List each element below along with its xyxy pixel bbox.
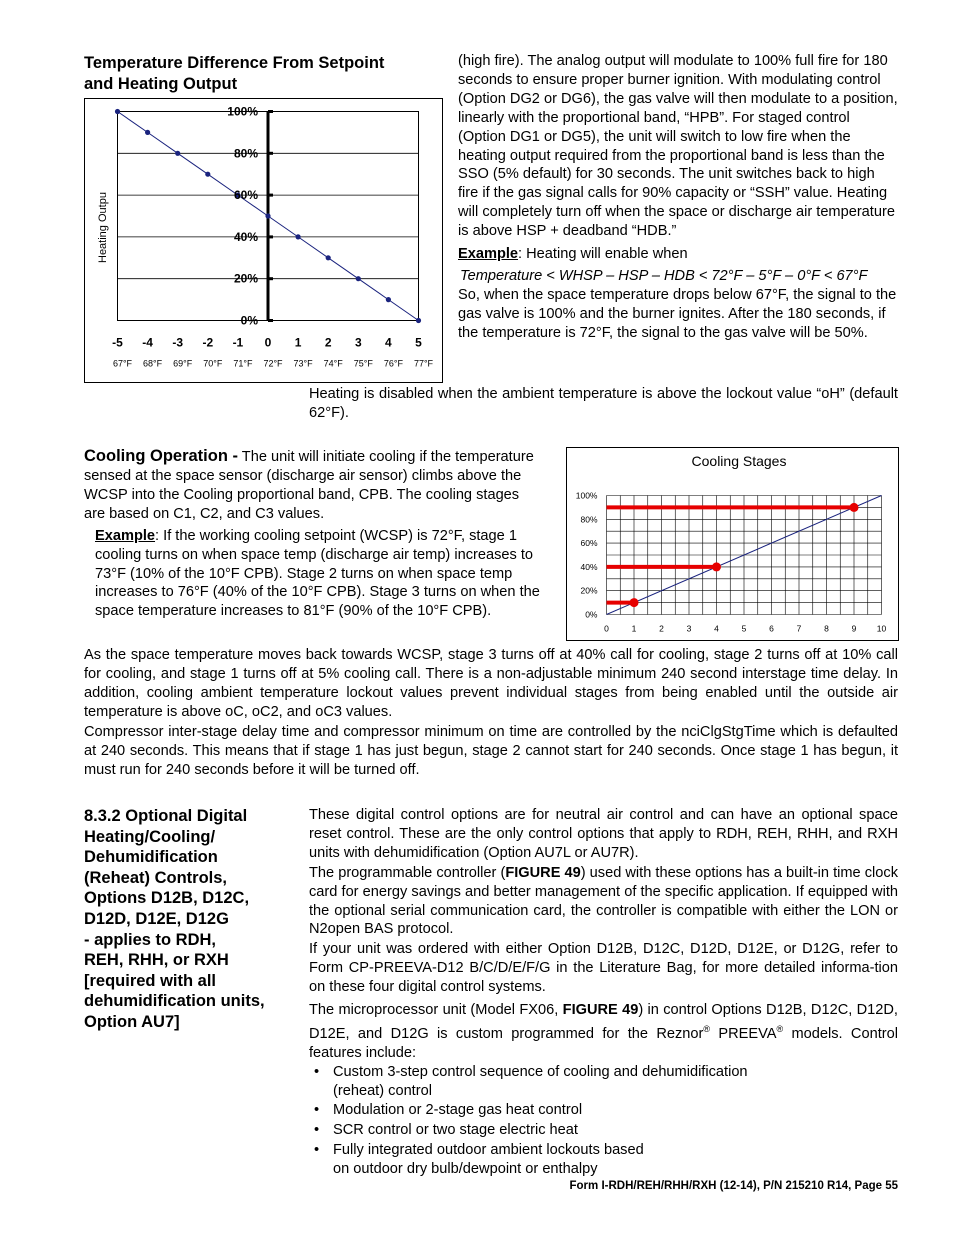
chart1-x-tick-label: 2 (324, 335, 332, 350)
cooling-intro-text: The unit will initiate cooling if the temperature sensed at the space sensor (discharge air sensor) climbs above the WCSP into the Cooling proportional band, CPB. The cooling stages are based on C1, C2, and C3 values. (84, 449, 534, 522)
registered-mark: ® (703, 1023, 711, 1034)
section-heading (84, 806, 294, 1033)
section-p2-text: The programmable controller ( (309, 864, 506, 881)
chart2-stage-point (712, 562, 721, 571)
chart1-y-tick-label: 80% (233, 146, 258, 161)
chart2-x-tick-label: 5 (741, 623, 747, 634)
chart2-y-tick-label: 60% (580, 538, 598, 549)
heating-example-label: Example (458, 246, 519, 263)
feature-line: on outdoor dry bulb/dewpoint or enthalpy (333, 1161, 598, 1178)
chart1-temp-label: 75°F (353, 358, 373, 369)
chart2-x-tick-label: 6 (769, 623, 774, 634)
section-heading-line: Heating/Cooling/ (84, 827, 216, 846)
chart2-y-tick-label: 0% (585, 609, 598, 620)
cooling-example (84, 527, 542, 622)
chart2-x-tick-label: 9 (851, 623, 857, 634)
chart2-y-tick-label: 80% (580, 514, 598, 525)
heating-output-chart (84, 98, 443, 383)
chart1-temp-label: 72°F (263, 358, 283, 369)
figure-49-ref: FIGURE 49 (505, 864, 581, 881)
section-p3: If your unit was ordered with either Option D12B, D12C, D12D, D12E, or D12G, refer to Form CP-PREEVA-D12 B/C/D/E/F/G in the Literature Bag, for more detailed informa-tion on these four digital control systems. (309, 941, 898, 996)
section-heading-line: Option AU7] (84, 1012, 180, 1031)
section-body (309, 806, 898, 1180)
chart2-y-tick-label: 20% (580, 585, 598, 596)
chart1-temp-label: 74°F (323, 358, 343, 369)
chart1-y-tick-label: 40% (233, 229, 258, 244)
section-p2-text: ) used with these options has a built-in time clock card for energy savings and better management of the specific application. If equipped with the optional serial communication card, the controller is compatible with either the LON or N2open BAS protocol. (309, 864, 898, 938)
section-p1: These digital control options are for neutral air control and can have an optional space reset control. These are the only control options that apply to RDH, REH, RHH, and RXH units with dehumidification (Option AU7L or AU7R). (309, 807, 898, 861)
chart1-title (84, 53, 424, 95)
section-p4-text: PREEVA (710, 1025, 777, 1042)
chart1-point (416, 318, 421, 323)
chart1-x-tick-label: 1 (294, 335, 302, 350)
section-heading-line: Options D12B, D12C, (84, 889, 250, 908)
chart1-title-line1: Temperature Difference From Setpoint (84, 54, 385, 72)
section-heading-line: [required with all (84, 971, 217, 990)
chart1-x-tick-label: -2 (202, 335, 214, 350)
chart1-temp-labels (113, 359, 434, 369)
features-list (309, 1063, 898, 1179)
chart1-x-tick-label: 5 (415, 335, 422, 350)
right-para2: So, when the space temperature drops below 67°F, the signal to the gas valve is 100% and the burner ignites. After the 180 seconds, if the temperature is 72°F, the signal to the gas valve will be 50%. (458, 286, 897, 341)
feature-line: SCR control or two stage electric heat (333, 1122, 578, 1139)
chart2-y-tick-label: 100% (575, 490, 598, 501)
chart2-x-tick-label: 3 (686, 623, 692, 634)
registered-mark: ® (776, 1023, 784, 1034)
compressor-para: Compressor inter-stage delay time and compressor minimum on time are controlled by the nciClgStgTime which is defaulted at 240 seconds. This means that if stage 1 has just begun, stage 2 cannot start for 240 seconds. Once stage 1 has begun, it must run for 240 seconds before it will be turned off. (84, 724, 898, 778)
feature-item (309, 1101, 898, 1120)
chart1-x-tick-label: -3 (172, 335, 184, 350)
chart1-temp-label: 76°F (383, 358, 403, 369)
chart2-title: Cooling Stages (691, 453, 787, 469)
chart1-title-line2: and Heating Output (84, 75, 238, 93)
heating-example (458, 245, 898, 264)
chart1-x-tick-label: 4 (385, 335, 392, 350)
chart1-y-axis-label: Heating Outpu (97, 192, 109, 263)
chart1-point (205, 172, 210, 177)
chart1-point (356, 276, 361, 281)
page-footer: Form I-RDH/REH/RHH/RXH (12-14), P/N 215210 R14, Page 55 (569, 1180, 898, 1192)
chart1-x-tick-label: 0 (264, 335, 272, 350)
chart1-x-tick-label: -1 (232, 335, 244, 350)
right-para1: (high fire). The analog output will modulate to 100% full fire for 180 seconds to ensure proper burner ignition. With modulating control (Option DG2 or DG6), the gas valve will then modulate to a position, linearly with the proportional band, “HPB”. For staged control (Option DG1 or DG5), the unit will switch to low fire when the heating output required from the proportional band is less than the SSO (5% default) for 30 seconds. The unit switches back to high fire if the gas signal calls for 90% capacity or “SSH” value. Heating will completely turn off when the space or discharge air temperature is above HSP + deadband “HDB.” (458, 53, 898, 240)
chart1-temp-label: 71°F (233, 358, 253, 369)
section-heading-line: 8.3.2 Optional Digital (84, 807, 248, 825)
chart1-point (145, 130, 150, 135)
section-p4-text: The microprocessor unit (Model FX06, (309, 1002, 563, 1019)
section-heading-line: D12D, D12E, D12G (84, 909, 229, 928)
section-heading-line: Dehumidification (84, 848, 218, 867)
chart1-y-tick-label: 20% (233, 271, 258, 286)
chart2-x-tick-label: 0 (604, 623, 609, 634)
section-p4 (309, 1001, 898, 1063)
cooling-stages-chart (566, 447, 899, 641)
feature-item (309, 1063, 898, 1101)
cooling-heading: Cooling Operation - (84, 447, 238, 465)
chart1-point (115, 109, 120, 114)
chart2-x-tick-label: 8 (824, 623, 829, 634)
chart1-point (326, 255, 331, 260)
chart1-x-tick-label: -5 (112, 335, 123, 350)
chart2-x-tick-label: 10 (876, 623, 887, 634)
cooling-section (84, 446, 542, 621)
feature-item (309, 1141, 898, 1179)
feature-line: Custom 3-step control sequence of cooling and dehumidification (333, 1063, 748, 1080)
cooling-back-para: As the space temperature moves back towards WCSP, stage 3 turns off at 40% call for cooling, stage 2 turns off at 10% call for cooling, and stage 1 turns off at 5% cooling call. There is a non-adjustable minimum 240 second interstage time delay. In addition, cooling ambient temperature lockout values prevent individual stages from being enabled until the outside air temperature is above oC, oC2, and oC3 values. (84, 647, 898, 720)
chart1-temp-label: 69°F (173, 358, 193, 369)
chart2-x-tick-label: 2 (659, 623, 664, 634)
section-heading-line: (Reheat) Controls, (84, 868, 228, 887)
section-p4-text: ) in control Options D12B, D12C, D12D, D12E, and D12G is custom programmed for the Reznor (309, 1002, 898, 1042)
chart1-temp-label: 70°F (203, 358, 223, 369)
chart2-x-tick-label: 1 (631, 623, 637, 634)
figure-49-ref: FIGURE 49 (562, 1002, 639, 1019)
feature-line: Fully integrated outdoor ambient lockouts based (333, 1142, 644, 1159)
section-heading-line: REH, RHH, or RXH (84, 951, 229, 970)
chart2-frame (567, 448, 899, 641)
chart2-stage-point (630, 598, 639, 607)
chart1-temp-label: 73°F (293, 358, 313, 369)
feature-item (309, 1121, 898, 1140)
chart1-y-tick-label: 100% (227, 104, 258, 119)
chart1-point (386, 297, 391, 302)
cooling-example-text: : If the working cooling setpoint (WCSP) is 72°F, stage 1 cooling turns on when space temp (discharge air temp) increases to 73°F (10% of the 10°F CPB). Stage 2 turns on when space temp increases to 76°F (40% of the 10°F CPB). Stage 3 turns on when the space temperature increases to 81°F (90% of the 10°F CPB). (95, 527, 540, 620)
chart1-y-tick-label: 0% (240, 313, 258, 328)
right-column (458, 52, 898, 343)
chart1-temp-label: 68°F (143, 358, 163, 369)
chart1-x-tick-label: -4 (142, 335, 153, 350)
chart1-point (175, 151, 180, 156)
heating-disabled-para: Heating is disabled when the ambient temperature is above the lockout value “oH” (default 62°F). (309, 386, 898, 421)
chart1-y-tick-label: 60% (233, 188, 258, 203)
heating-formula: Temperature < WHSP – HSP – HDB < 72°F – 5°F – 0°F < 67°F (460, 267, 868, 284)
chart2-y-tick-label: 40% (580, 561, 598, 572)
section-p2 (309, 864, 898, 940)
section-heading-line: dehumidification units, (84, 992, 265, 1011)
heating-example-text: : Heating will enable when (518, 246, 688, 263)
cooling-intro (84, 446, 542, 524)
chart2-stage-point (850, 503, 859, 512)
section-p4-text: models. Control features include: (309, 1025, 898, 1061)
chart1-temp-label: 67°F (112, 358, 133, 369)
chart2-x-tick-label: 4 (714, 623, 719, 634)
feature-line: Modulation or 2-stage gas heat control (333, 1102, 583, 1119)
cooling-example-label: Example (95, 527, 156, 544)
section-heading-line: - applies to RDH, (84, 930, 217, 949)
feature-line: (reheat) control (333, 1082, 432, 1099)
chart1-x-tick-label: 3 (354, 335, 362, 350)
chart1-point (265, 213, 270, 218)
chart1-temp-label: 77°F (413, 358, 434, 369)
chart1-point (296, 234, 301, 239)
chart2-x-tick-label: 7 (796, 623, 802, 634)
